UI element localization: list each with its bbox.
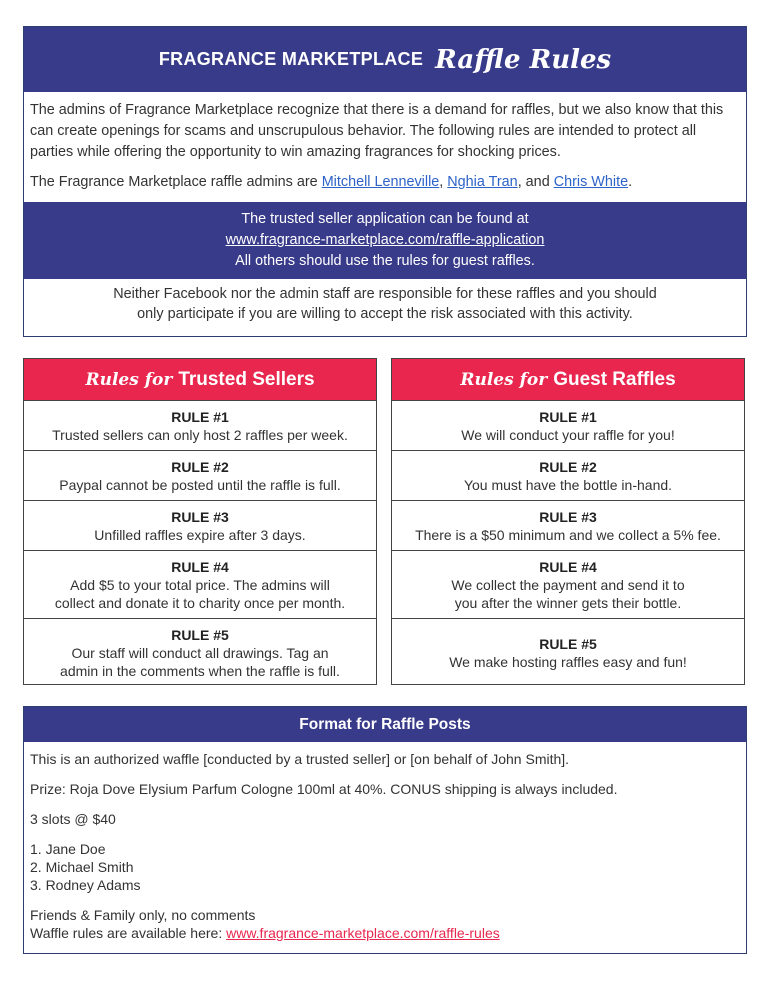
rules-for-script: Rules for xyxy=(85,369,173,390)
format-body xyxy=(24,742,746,942)
rule-number: RULE #1 xyxy=(539,408,597,425)
rule-number: RULE #5 xyxy=(539,635,597,652)
admins-sep: , and xyxy=(517,174,554,190)
format-rules-line xyxy=(30,924,740,942)
admins-sep: , xyxy=(439,174,448,190)
trusted-sellers-title: Trusted Sellers xyxy=(178,368,315,390)
rule-number: RULE #4 xyxy=(171,558,229,575)
format-entry: 1. Jane Doe xyxy=(30,841,106,857)
rule-item xyxy=(24,501,376,551)
rule-number: RULE #5 xyxy=(171,626,229,643)
intro-panel xyxy=(23,26,747,337)
rule-text: collect and donate it to charity once per month. xyxy=(54,594,346,611)
guest-raffles-rules xyxy=(391,358,745,685)
trusted-sellers-rules xyxy=(23,358,377,685)
rule-text: admin in the comments when the raffle is full. xyxy=(60,662,340,679)
rule-text: Our staff will conduct all drawings. Tag an xyxy=(71,644,329,661)
page-title-script: Raffle Rules xyxy=(435,44,612,75)
rule-text: We collect the payment and send it to xyxy=(451,576,685,593)
rule-number: RULE #4 xyxy=(539,558,597,575)
guest-raffles-header xyxy=(392,359,744,401)
raffle-rules-link[interactable]: www.fragrance-marketplace.com/raffle-rules xyxy=(226,925,500,941)
admins-prefix: The Fragrance Marketplace raffle admins are xyxy=(30,174,322,190)
intro-paragraph: The admins of Fragrance Marketplace recognize that there is a demand for raffles, but we also know that this can create openings for scams and unscrupulous behavior. The following rules are intended to protect all parties while offering the opportunity to win amazing fragrances for shocking prices. xyxy=(30,102,724,160)
format-entry: 3. Rodney Adams xyxy=(30,877,141,893)
format-prize-line: Prize: Roja Dove Elysium Parfum Cologne 100ml at 40%. CONUS shipping is always included. xyxy=(30,781,618,797)
application-bar xyxy=(24,202,746,279)
format-entry: 2. Michael Smith xyxy=(30,859,134,875)
rule-item xyxy=(24,619,376,686)
rule-item xyxy=(392,619,744,686)
format-slots-line: 3 slots @ $40 xyxy=(30,811,116,827)
application-link[interactable]: www.fragrance-marketplace.com/raffle-application xyxy=(225,232,545,248)
rule-item xyxy=(392,501,744,551)
trusted-sellers-header xyxy=(24,359,376,401)
rule-text: We make hosting raffles easy and fun! xyxy=(449,653,687,670)
admin-link-nghia[interactable]: Nghia Tran xyxy=(447,174,518,190)
format-rules-prefix: Waffle rules are available here: xyxy=(30,925,227,941)
rule-number: RULE #2 xyxy=(539,458,597,475)
format-authorized-line: This is an authorized waffle [conducted by a trusted seller] or [on behalf of John Smith]. xyxy=(30,751,570,767)
rule-text: You must have the bottle in-hand. xyxy=(463,476,673,493)
rule-item xyxy=(392,551,744,619)
rule-text: Paypal cannot be posted until the raffle is full. xyxy=(59,476,341,493)
rule-text: Add $5 to your total price. The admins will xyxy=(70,576,330,593)
admin-link-mitchell[interactable]: Mitchell Lenneville xyxy=(321,174,440,190)
rule-text: We will conduct your raffle for you! xyxy=(461,426,675,443)
rule-text: you after the winner gets their bottle. xyxy=(454,594,682,611)
disclaimer xyxy=(24,279,746,324)
guest-note: All others should use the rules for guest raffles. xyxy=(235,253,535,269)
disclaimer-line: Neither Facebook nor the admin staff are responsible for these raffles and you should xyxy=(113,286,657,302)
title-bar xyxy=(24,27,746,92)
rule-item xyxy=(24,401,376,451)
rule-text: Trusted sellers can only host 2 raffles per week. xyxy=(52,426,348,443)
rules-for-script: Rules for xyxy=(460,369,548,390)
rule-text: There is a $50 minimum and we collect a 5% fee. xyxy=(415,526,721,543)
admins-suffix: . xyxy=(628,174,633,190)
rule-item xyxy=(24,551,376,619)
format-title: Format for Raffle Posts xyxy=(24,707,746,742)
format-panel xyxy=(23,706,747,954)
rule-number: RULE #3 xyxy=(539,508,597,525)
disclaimer-line: only participate if you are willing to accept the risk associated with this activity. xyxy=(137,306,633,322)
admins-line xyxy=(24,163,746,193)
admin-link-chris[interactable]: Chris White xyxy=(553,174,629,190)
format-friends-line: Friends & Family only, no comments xyxy=(30,907,256,923)
guest-raffles-title: Guest Raffles xyxy=(553,368,676,390)
rule-item xyxy=(392,401,744,451)
application-line: The trusted seller application can be found at xyxy=(241,211,529,227)
rule-number: RULE #2 xyxy=(171,458,229,475)
rule-number: RULE #1 xyxy=(171,408,229,425)
rule-item xyxy=(392,451,744,501)
rule-text: Unfilled raffles expire after 3 days. xyxy=(94,526,306,543)
page-title: FRAGRANCE MARKETPLACE xyxy=(158,49,424,69)
rule-number: RULE #3 xyxy=(171,508,229,525)
rule-item xyxy=(24,451,376,501)
